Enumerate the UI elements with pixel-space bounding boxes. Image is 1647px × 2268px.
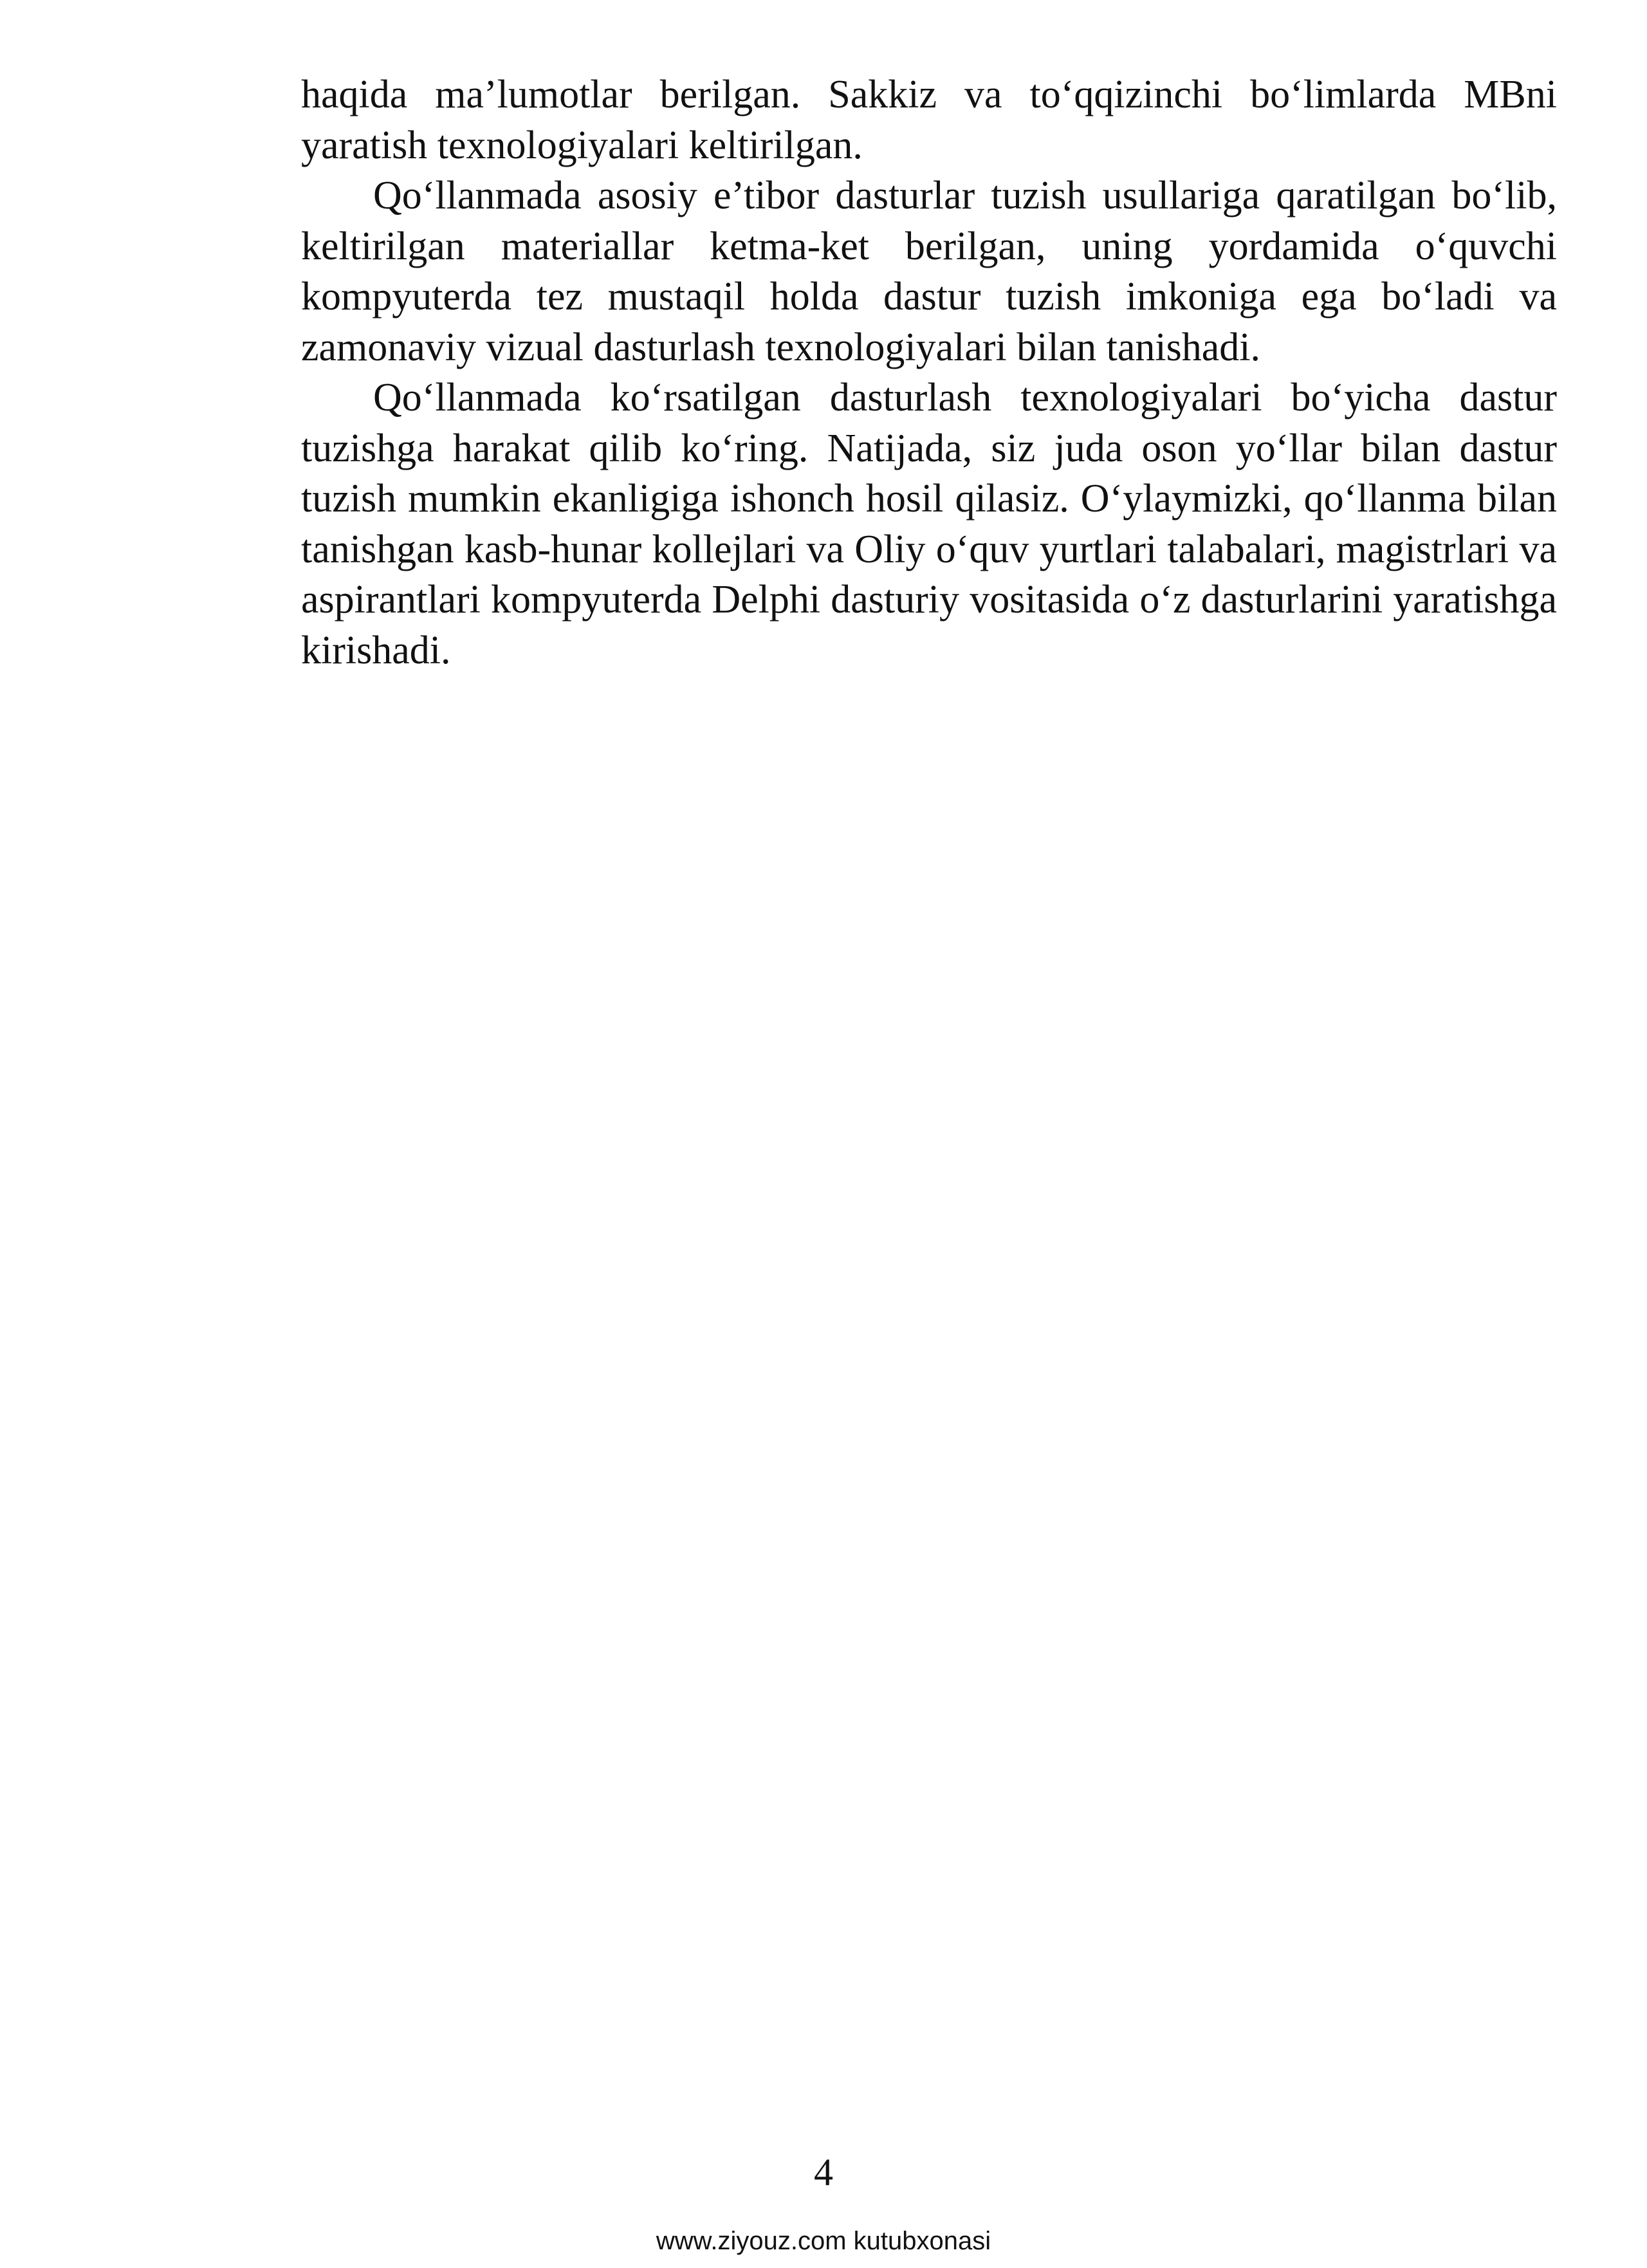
paragraph-main-focus: Qo‘llanmada asosiy e’tibor dasturlar tuzish usullariga qaratilgan bo‘lib, keltirilgan materiallar ketma-ket berilgan, uning yordamida o‘quvchi kompyuterda tez mustaqil holda dastur tuzish imkoniga ega bo‘ladi va zamonaviy vizual dasturlash texnologiyalari bilan tanishadi.	[301, 174, 1557, 369]
page-number: 4	[814, 2151, 833, 2193]
paragraph-try-it: Qo‘llanmada ko‘rsatilgan dasturlash texnologiyalari bo‘yicha dastur tuzishga harakat qilib ko‘ring. Natijada, siz juda oson yo‘llar bilan dastur tuzish mumkin ekanligiga ishonch hosil qilasiz. O‘ylaymizki, qo‘llanma bilan tanishgan kasb-hunar kollejlari va Oliy o‘quv yurtlari talabalari, magistrlari va aspirantlari kompyuterda Delphi dasturiy vositasida o‘z dasturlarini yaratishga kirishadi.	[301, 376, 1557, 672]
body-text	[301, 69, 1557, 676]
paragraph-continuation: haqida ma’lumotlar berilgan. Sakkiz va to‘qqizinchi bo‘limlarda MBni yaratish texnologiyalari keltirilgan.	[301, 73, 1557, 167]
footer-source: www.ziyouz.com kutubxonasi	[656, 2227, 991, 2255]
